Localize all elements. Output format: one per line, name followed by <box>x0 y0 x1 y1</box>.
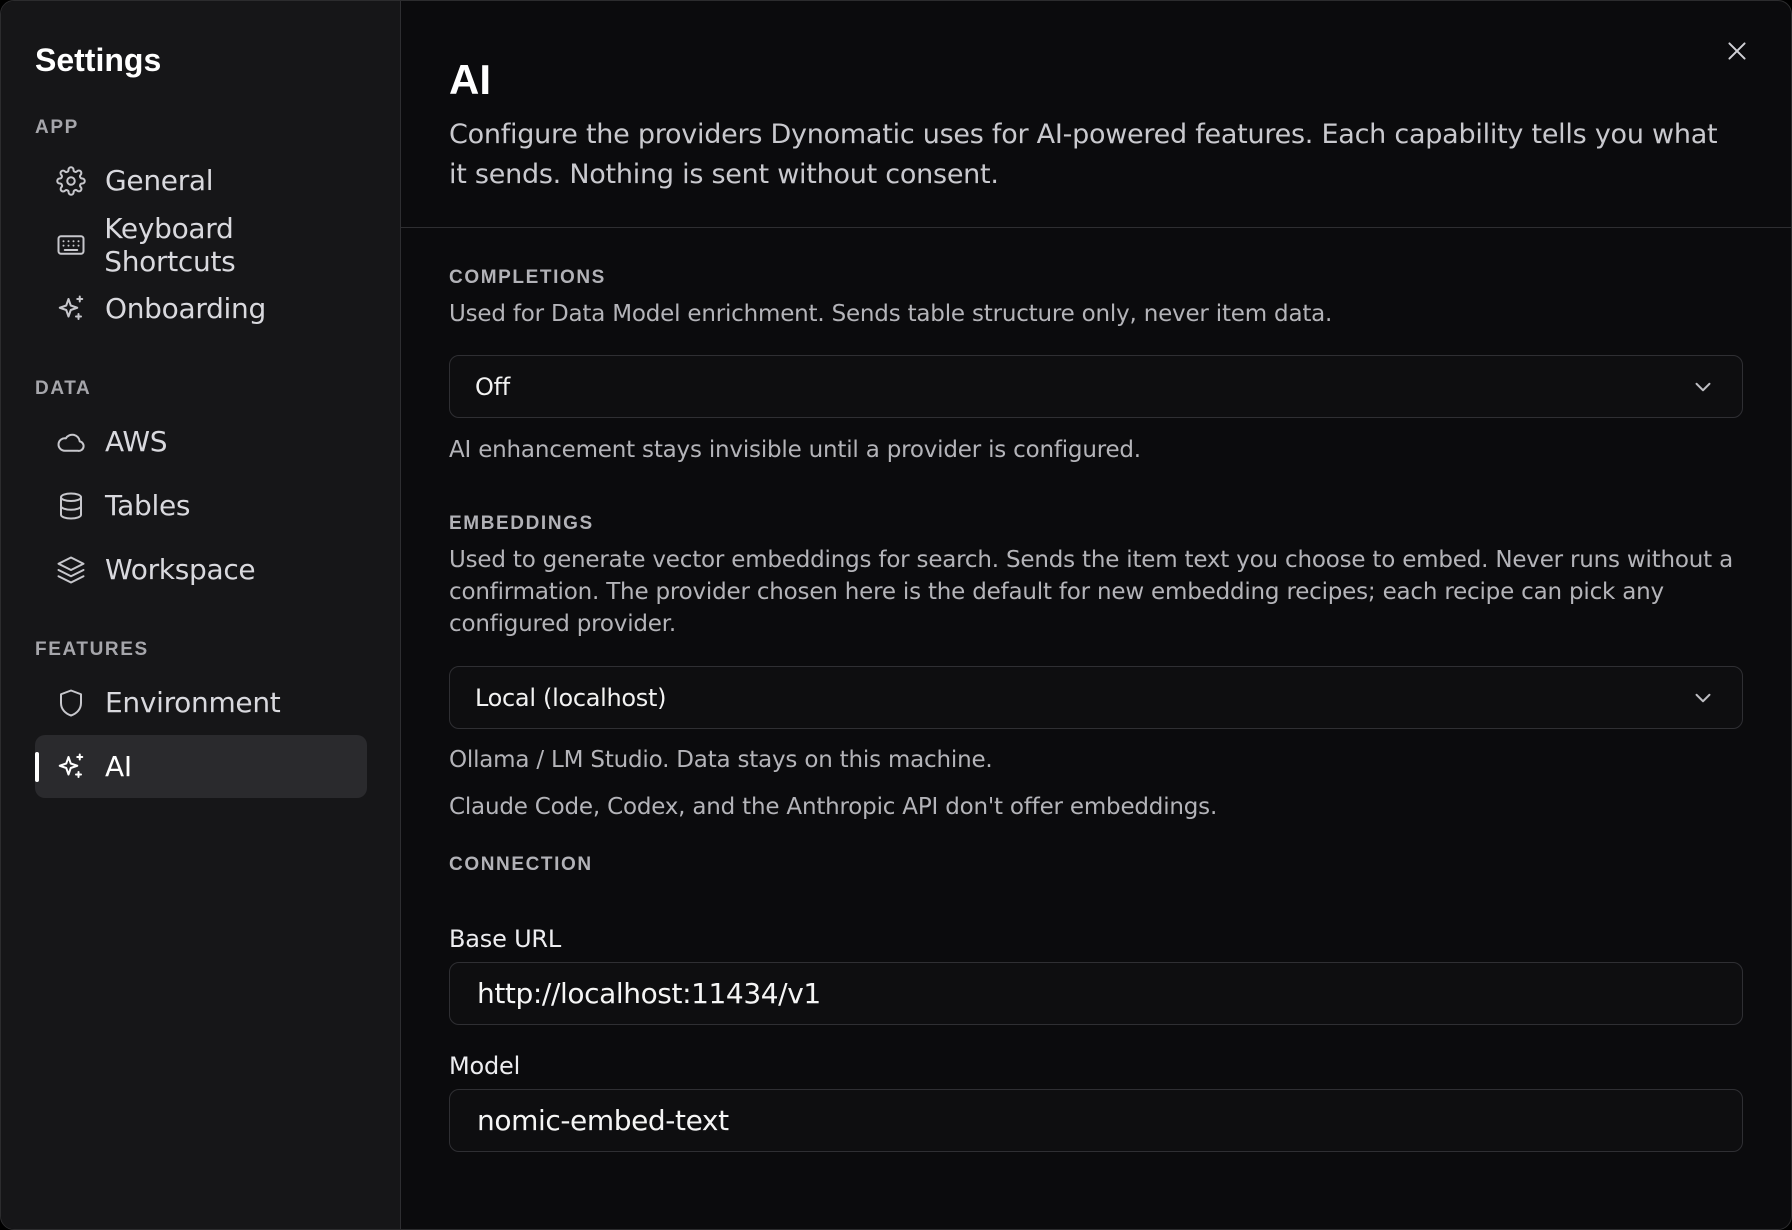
nav-app <box>35 149 367 340</box>
embeddings-unsupported-note: Claude Code, Codex, and the Anthropic API don't offer embeddings. <box>449 794 1218 820</box>
embeddings-note: Ollama / LM Studio. Data stays on this machine. <box>449 747 993 773</box>
keyboard-icon <box>55 229 86 261</box>
select-value: Local (localhost) <box>475 683 667 712</box>
layers-icon <box>55 554 87 586</box>
page-title: AI <box>449 56 491 103</box>
shield-icon <box>55 687 87 719</box>
sidebar-item-label: AI <box>105 750 132 783</box>
sidebar-item-label: Keyboard Shortcuts <box>104 211 236 278</box>
active-indicator <box>35 752 39 782</box>
nav-features <box>35 671 367 798</box>
model-field[interactable] <box>449 1089 1743 1152</box>
sidebar-item-label: Environment <box>105 686 281 719</box>
section-label-app: APP <box>35 117 79 138</box>
database-icon <box>55 490 87 522</box>
sidebar <box>1 1 401 1229</box>
cloud-icon <box>55 426 87 458</box>
base-url-input[interactable] <box>475 976 1717 1011</box>
sidebar-item-tables[interactable] <box>35 474 367 537</box>
completions-description: Used for Data Model enrichment. Sends table structure only, never item data. <box>449 301 1333 327</box>
sidebar-item-environment[interactable] <box>35 671 367 734</box>
sidebar-item-label: Onboarding <box>105 292 266 325</box>
nav-data <box>35 410 367 601</box>
page-description: Configure the providers Dynomatic uses for AI-powered features. Each capability tells you what it sends. Nothing is sent without consent. <box>449 119 1718 190</box>
model-label: Model <box>449 1052 521 1080</box>
completions-label: COMPLETIONS <box>449 267 606 288</box>
sidebar-title: Settings <box>35 42 162 78</box>
connection-label: CONNECTION <box>449 854 593 875</box>
embeddings-label: EMBEDDINGS <box>449 513 594 534</box>
sidebar-item-label: Tables <box>105 489 191 522</box>
sidebar-item-ai[interactable] <box>35 735 367 798</box>
sidebar-item-aws[interactable] <box>35 410 367 473</box>
embeddings-description: Used to generate vector embeddings for search. Sends the item text you choose to embed. Never runs without a confirmation. The provider chosen here is the default for new embedding recipes; each recipe can pick any configured provider. <box>449 547 1733 637</box>
embeddings-provider-select[interactable] <box>449 666 1743 729</box>
completions-note: AI enhancement stays invisible until a provider is configured. <box>449 437 1141 463</box>
section-label-features: FEATURES <box>35 639 149 660</box>
chevron-down-icon <box>1690 685 1716 711</box>
base-url-field[interactable] <box>449 962 1743 1025</box>
section-label-data: DATA <box>35 378 92 399</box>
sidebar-item-label: General <box>105 164 214 197</box>
sparkles-icon <box>55 293 87 325</box>
close-icon <box>1724 38 1750 64</box>
sidebar-item-workspace[interactable] <box>35 538 367 601</box>
settings-main <box>401 1 1791 1229</box>
settings-content <box>401 228 1791 1152</box>
sidebar-item-label: Workspace <box>105 553 256 586</box>
sparkles-icon <box>55 751 87 783</box>
completions-provider-select[interactable] <box>449 355 1743 418</box>
sidebar-item-onboarding[interactable] <box>35 277 367 340</box>
base-url-label: Base URL <box>449 925 562 953</box>
chevron-down-icon <box>1690 374 1716 400</box>
page-header <box>401 1 1791 228</box>
sidebar-item-label: AWS <box>105 425 168 458</box>
sidebar-item-keyboard-shortcuts[interactable] <box>35 213 367 276</box>
gear-icon <box>55 165 87 197</box>
model-input[interactable] <box>475 1103 1717 1138</box>
select-value: Off <box>475 372 510 401</box>
sidebar-item-general[interactable] <box>35 149 367 212</box>
close-button[interactable] <box>1717 31 1757 71</box>
